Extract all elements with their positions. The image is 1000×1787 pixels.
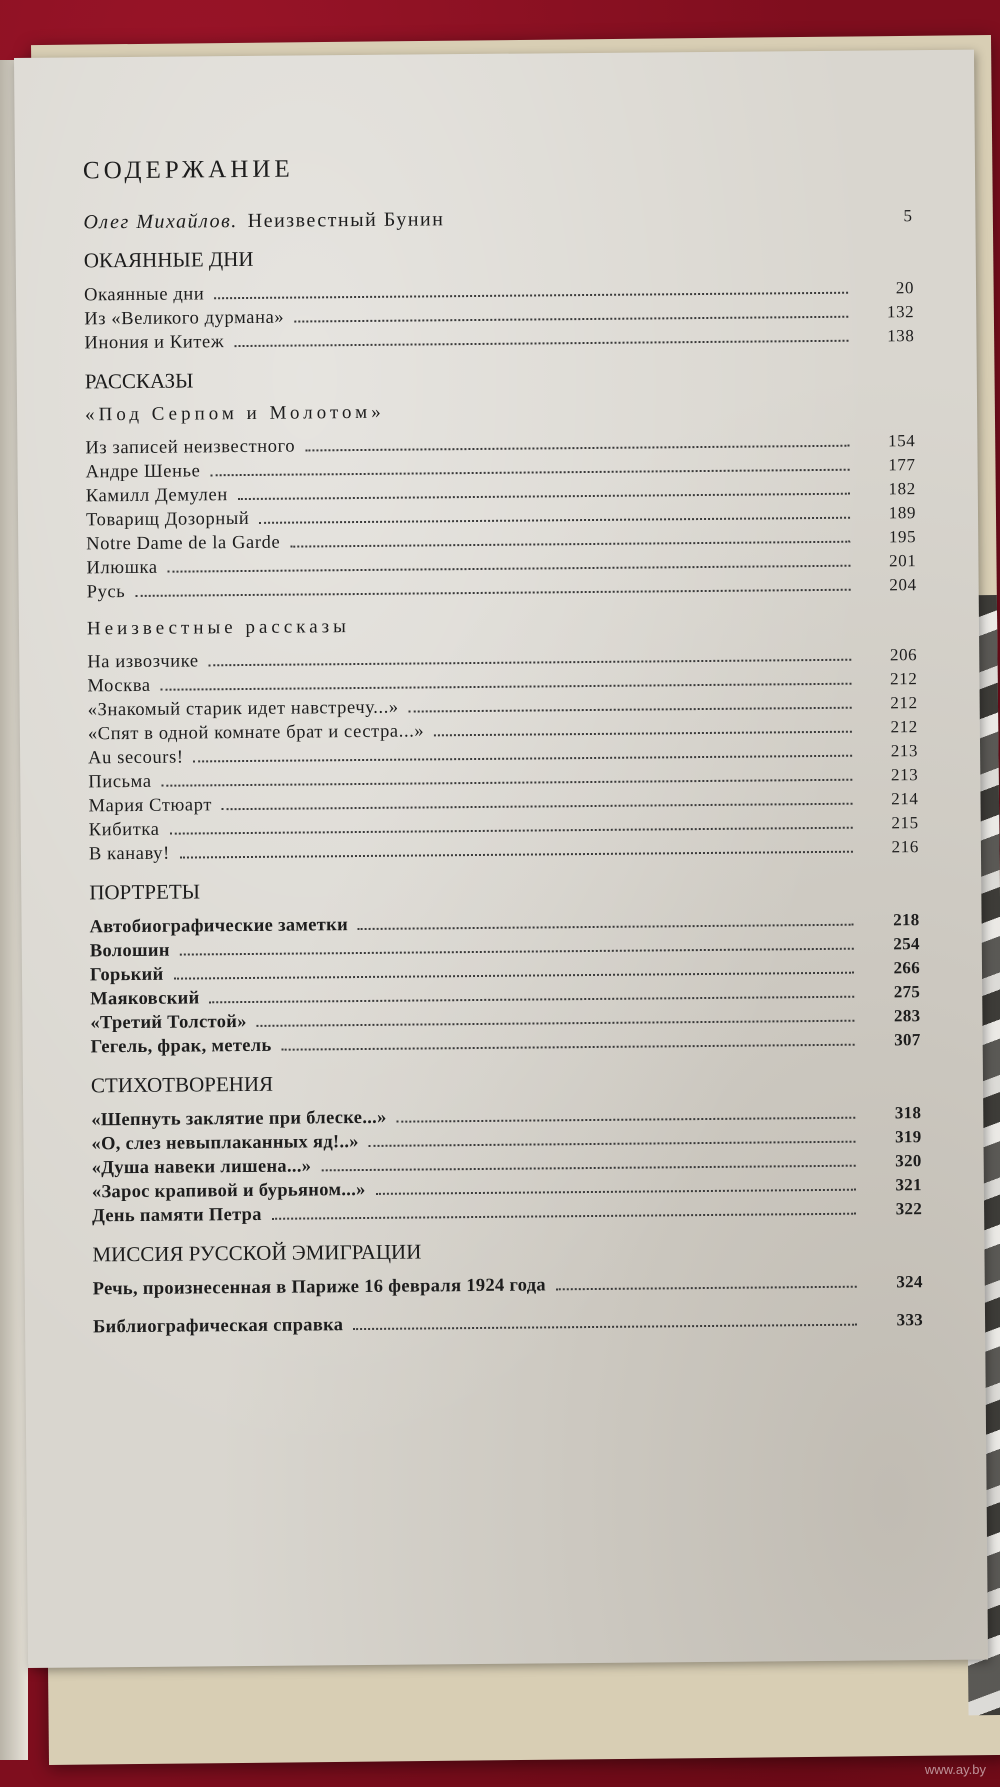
intro-page: 5 xyxy=(903,206,914,226)
entry-title: Москва xyxy=(87,675,151,697)
entry-page: 266 xyxy=(893,958,921,978)
dot-leader xyxy=(170,827,853,835)
entry-page: 212 xyxy=(890,669,918,689)
entry-page: 212 xyxy=(890,693,918,713)
entry-page: 212 xyxy=(890,717,918,737)
subsection-title: «Под Серпом и Молотом» xyxy=(85,401,385,426)
entry-page: 154 xyxy=(887,431,916,451)
entry-page: 214 xyxy=(891,789,919,809)
section-title-text: ОКАЯННЫЕ ДНИ xyxy=(83,246,254,273)
entry-page: 177 xyxy=(888,455,916,475)
entry-page: 138 xyxy=(887,326,915,346)
watermark: www.ay.by xyxy=(924,1762,986,1777)
section-title-text: РАССКАЗЫ xyxy=(84,368,194,394)
dot-leader xyxy=(434,731,852,737)
entry-page: 182 xyxy=(888,479,916,499)
dot-leader xyxy=(321,1165,855,1172)
entry-title: Письма xyxy=(88,771,152,793)
entry-page: 322 xyxy=(895,1199,923,1219)
bibliography-entry xyxy=(93,1308,923,1339)
entry-page: 213 xyxy=(890,741,919,761)
entry-page: 333 xyxy=(896,1310,924,1330)
book-page xyxy=(14,50,988,1668)
entry-page: 215 xyxy=(891,813,919,833)
entry-page: 189 xyxy=(888,503,917,523)
dot-leader xyxy=(358,924,854,930)
entry-title: «Знакомый старик идет навстречу...» xyxy=(87,697,399,721)
entry-title: На извозчике xyxy=(87,651,199,673)
dot-leader xyxy=(272,1213,856,1220)
entry-title: Русь xyxy=(86,582,126,603)
dot-leader xyxy=(209,659,852,667)
dot-leader xyxy=(135,589,850,597)
dot-leader xyxy=(305,445,849,452)
entry-page: 213 xyxy=(890,765,919,785)
section-title xyxy=(89,873,919,905)
intro-author: Олег Михайлов. xyxy=(83,210,238,234)
dot-leader xyxy=(210,469,849,477)
table-of-contents xyxy=(83,150,923,1339)
section-title-text: ПОРТРЕТЫ xyxy=(89,879,201,905)
dot-leader xyxy=(369,1141,856,1147)
intro-entry xyxy=(83,204,913,234)
dot-leader xyxy=(174,972,854,980)
dot-leader xyxy=(282,1044,855,1051)
dot-leader xyxy=(556,1286,857,1291)
entry-title: Андре Шенье xyxy=(85,461,201,483)
entry-page: 320 xyxy=(895,1151,922,1171)
entry-title: Речь, произнесенная в Париже 16 февраля 1924 года xyxy=(92,1275,546,1300)
section-title-text: СТИХОТВОРЕНИЯ xyxy=(90,1071,274,1098)
dot-leader xyxy=(238,493,850,500)
entry-title: Au secours! xyxy=(88,747,184,769)
intro-title: Неизвестный Бунин xyxy=(247,208,445,232)
entry-title: «Душа навеки лишена...» xyxy=(91,1156,312,1179)
entry-page: 283 xyxy=(893,1006,921,1026)
dot-leader xyxy=(257,1020,855,1027)
entry-page: 254 xyxy=(893,934,920,954)
dot-leader xyxy=(210,996,855,1004)
dot-leader xyxy=(397,1117,856,1123)
entry-page: 324 xyxy=(896,1272,923,1292)
dot-leader xyxy=(194,755,853,763)
entry-title: Из «Великого дурмана» xyxy=(84,307,285,330)
entry-page: 132 xyxy=(886,302,915,322)
entry-list xyxy=(85,429,916,604)
dot-leader xyxy=(168,565,851,573)
dot-leader xyxy=(180,948,854,956)
section-title xyxy=(84,241,914,273)
entry-title: Окаянные дни xyxy=(83,284,205,306)
section-title-text: МИССИЯ РУССКОЙ ЭМИГРАЦИИ xyxy=(92,1239,422,1267)
entry-page: 195 xyxy=(888,527,917,547)
dot-leader xyxy=(290,541,850,548)
section-title xyxy=(85,362,915,394)
dot-leader xyxy=(294,316,848,323)
dot-leader xyxy=(161,683,852,691)
dot-leader xyxy=(353,1324,857,1330)
entry-page: 319 xyxy=(894,1127,922,1147)
entry-title: «Шепнуть заклятие при блеске...» xyxy=(91,1107,387,1131)
entry-title: Из записей неизвестного xyxy=(85,436,296,459)
entry-title: Кибитка xyxy=(88,819,160,841)
entry-page: 307 xyxy=(894,1030,921,1050)
subsection-title: Неизвестные рассказы xyxy=(86,616,350,640)
entry-title: Гегель, фрак, метель xyxy=(90,1035,272,1058)
entry-list xyxy=(89,908,920,1059)
entry-page: 216 xyxy=(891,837,919,857)
entry-title: «Третий Толстой» xyxy=(90,1012,247,1034)
entry-page: 218 xyxy=(893,910,920,930)
intro-spacer xyxy=(444,222,857,226)
entry-page: 321 xyxy=(895,1175,922,1195)
entry-title: Маяковский xyxy=(90,988,200,1010)
entry-title: Волошин xyxy=(89,940,170,962)
dot-leader xyxy=(376,1189,856,1195)
entry-title: Товарищ Дозорный xyxy=(85,508,250,531)
entry-title: Автобиографические заметки xyxy=(89,915,349,938)
entry-title: Илюшка xyxy=(86,557,158,579)
entry-title: Мария Стюарт xyxy=(88,795,213,817)
entry-title: День памяти Петра xyxy=(92,1204,262,1227)
entry-page: 20 xyxy=(895,278,915,298)
toc-title: СОДЕРЖАНИЕ xyxy=(82,155,294,185)
entry-title: Библиографическая справка xyxy=(92,1315,344,1338)
entry-list xyxy=(93,1270,923,1301)
dot-leader xyxy=(222,803,853,811)
entry-page: 201 xyxy=(889,551,917,571)
entry-list xyxy=(91,1101,922,1228)
section-title xyxy=(91,1066,921,1098)
entry-title: «О, слез невыплаканных яд!..» xyxy=(91,1132,359,1155)
entry-title: В канаву! xyxy=(88,843,170,865)
entry-page: 206 xyxy=(889,645,918,665)
entry-list xyxy=(84,276,915,355)
entry-title: «Спят в одной комнате брат и сестра...» xyxy=(87,721,425,745)
entry-title: Камилл Демулен xyxy=(85,485,228,507)
dot-leader xyxy=(234,340,848,347)
entry-page: 204 xyxy=(889,575,917,595)
entry-title: Notre Dame de la Garde xyxy=(86,532,281,555)
dot-leader xyxy=(214,292,848,300)
entry-title: Инония и Китеж xyxy=(84,332,225,354)
dot-leader xyxy=(180,851,853,859)
entry-page: 275 xyxy=(893,982,921,1002)
entry-list xyxy=(87,643,919,866)
entry-title: «Зарос крапивой и бурьяном...» xyxy=(91,1179,366,1203)
dot-leader xyxy=(259,517,850,524)
entry-page: 318 xyxy=(894,1103,922,1123)
toc-entry xyxy=(93,1270,923,1301)
dot-leader xyxy=(162,779,853,787)
entry-title: Горький xyxy=(89,964,164,986)
dot-leader xyxy=(409,707,852,713)
toc-sections xyxy=(84,241,923,1301)
section-title xyxy=(92,1235,922,1267)
